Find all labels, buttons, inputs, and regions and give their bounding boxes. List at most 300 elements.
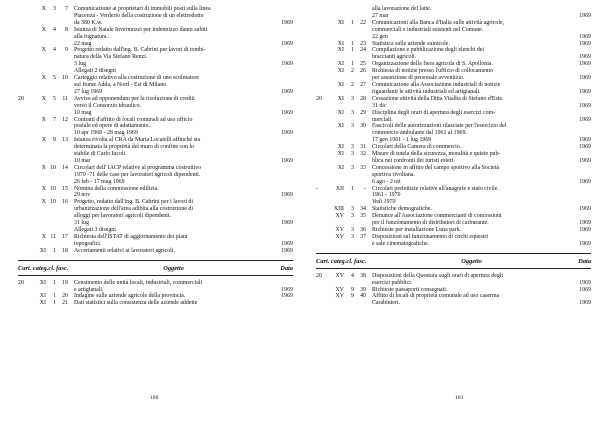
section-rule-bottom bbox=[18, 275, 293, 276]
entry-line bbox=[74, 27, 293, 34]
entry-date: 1969 bbox=[281, 40, 293, 47]
entry-text: verso il Consorzio idraulico. bbox=[74, 102, 142, 109]
entry-text: 17 gen 1961 - 1 lug 1969 bbox=[372, 137, 432, 144]
entry-body bbox=[366, 82, 591, 96]
entry-cl: 3 bbox=[351, 164, 354, 171]
entry-date bbox=[289, 75, 293, 82]
entry-cart bbox=[316, 227, 328, 234]
page-number-right: 101 bbox=[455, 395, 464, 401]
entry-text: 10 apr 1968 - 28 mag 1969 bbox=[74, 130, 138, 137]
entry-text: Statistiche demografiche. bbox=[372, 206, 432, 213]
entry-body bbox=[366, 234, 591, 248]
entry-line bbox=[372, 34, 591, 41]
entry-categ: XI bbox=[337, 144, 344, 151]
entry-row bbox=[18, 165, 293, 186]
entry-row bbox=[18, 248, 293, 255]
entry-date bbox=[289, 34, 293, 41]
entry-row bbox=[316, 206, 591, 213]
entry-line bbox=[74, 34, 293, 41]
entry-fasc: 24 bbox=[360, 47, 366, 54]
entry-line bbox=[372, 13, 591, 20]
entry-body bbox=[68, 293, 293, 300]
entry-body bbox=[366, 186, 591, 207]
entry-text: Organizzazione della fiera agricola di S. Apollonia. bbox=[372, 61, 493, 68]
entry-date bbox=[289, 27, 293, 34]
entry-text: Nomina della commissione edilizia. bbox=[74, 185, 159, 192]
entry-line bbox=[74, 20, 293, 27]
entry-body bbox=[366, 213, 591, 227]
entry-cl: 1 bbox=[351, 185, 354, 192]
entry-date: 1969 bbox=[579, 54, 591, 61]
entry-line bbox=[372, 151, 591, 158]
entry-categ: XI bbox=[337, 47, 344, 54]
column-header bbox=[316, 258, 591, 265]
entry-date bbox=[289, 137, 293, 144]
entry-row bbox=[316, 96, 591, 110]
entry-text: natura della Via Stefano Renzi. bbox=[74, 54, 148, 61]
entry-date bbox=[289, 206, 293, 213]
entry-line bbox=[372, 234, 591, 241]
entries-list-after bbox=[18, 280, 293, 308]
entry-row bbox=[316, 293, 591, 307]
entry-cart: - bbox=[316, 185, 318, 192]
entry-text: 22 gen bbox=[372, 33, 388, 40]
entry-date bbox=[289, 199, 293, 206]
entry-date: 1969 bbox=[281, 157, 293, 164]
entry-line bbox=[74, 123, 293, 130]
entry-row bbox=[316, 68, 591, 82]
entry-row bbox=[316, 6, 591, 20]
entry-categ: XV bbox=[335, 233, 344, 240]
entry-fasc: 26 bbox=[360, 68, 366, 75]
entry-body bbox=[68, 165, 293, 186]
entry-text: merciali. bbox=[372, 116, 393, 123]
entry-line bbox=[74, 179, 293, 186]
entry-line bbox=[74, 165, 293, 172]
entry-categ: XI bbox=[337, 68, 344, 75]
entry-fasc: 29 bbox=[360, 109, 366, 116]
entry-cl: 3 bbox=[351, 123, 354, 130]
entry-categ: XI bbox=[337, 109, 344, 116]
entry-fasc: 13 bbox=[62, 137, 68, 144]
entry-text: Istanza rivolta al CRA da Maria Locatelli affinché sia bbox=[74, 137, 201, 144]
entry-fasc: 27 bbox=[360, 81, 366, 88]
entry-date bbox=[289, 179, 293, 186]
entry-categ bbox=[328, 6, 344, 20]
entry-cart bbox=[18, 300, 30, 307]
entry-cl: 3 bbox=[351, 144, 354, 151]
entry-text: 27 mar bbox=[372, 12, 389, 19]
entry-cl: 2 bbox=[351, 68, 354, 75]
entries-list bbox=[18, 6, 293, 255]
entry-categ: XV bbox=[335, 293, 344, 300]
page-number-left: 100 bbox=[150, 395, 159, 401]
entry-body bbox=[366, 96, 591, 110]
entry-cl: 3 bbox=[53, 6, 56, 12]
entry-text: 22 mag bbox=[74, 40, 92, 47]
entry-date bbox=[587, 96, 591, 103]
entry-body bbox=[366, 165, 591, 186]
entry-date bbox=[289, 96, 293, 103]
entry-date: 1969 bbox=[579, 116, 591, 123]
entry-categ: XI bbox=[337, 19, 344, 26]
entry-row bbox=[18, 75, 293, 96]
entry-cl: 3 bbox=[351, 227, 354, 233]
entry-categ: XI bbox=[39, 279, 46, 286]
entry-categ: XI bbox=[337, 61, 344, 68]
entry-line bbox=[372, 137, 591, 144]
entry-text: 31 lug bbox=[74, 220, 89, 227]
entry-date bbox=[587, 213, 591, 220]
entry-categ: XI bbox=[337, 123, 344, 130]
entry-row bbox=[316, 110, 591, 124]
entry-line bbox=[74, 144, 293, 151]
entry-date bbox=[587, 130, 591, 137]
entry-cart bbox=[18, 47, 30, 75]
entry-text: 1970 -71 delle case per lavoratori agricoli dipendenti. bbox=[74, 171, 201, 178]
entry-text: Comunicazione alla Associazione industriali di notizie bbox=[372, 81, 501, 88]
entry-line bbox=[74, 103, 293, 110]
entry-text: Cessazione attività della Ditta Vitalba di Stefano d'Este. bbox=[372, 95, 504, 102]
entry-text: per il funzionamento di distributori di carburante. bbox=[372, 220, 489, 227]
entry-line bbox=[372, 241, 591, 248]
entry-line bbox=[372, 130, 591, 137]
entry-line bbox=[74, 213, 293, 220]
entry-text: 1961 - 1970 bbox=[372, 192, 401, 199]
entry-fasc: 16 bbox=[62, 199, 68, 206]
entry-date bbox=[587, 293, 591, 300]
entry-text: 26 feb - 17 mag 1969 bbox=[74, 178, 125, 185]
entry-text: Progetto, redatto dall'ing. B. Cabrini per i lavori di bbox=[74, 199, 194, 206]
entry-fasc: - bbox=[364, 185, 366, 192]
entry-line bbox=[74, 54, 293, 61]
entry-date bbox=[289, 68, 293, 75]
entry-line bbox=[74, 117, 293, 124]
entry-text: Circolari prefettizie relative all'anagrafe e stato civile. bbox=[372, 185, 499, 192]
entry-text: Progetto redatto dall'ing. B. Cabrini per lavori di tombi- bbox=[74, 47, 206, 54]
entry-line bbox=[372, 68, 591, 75]
entry-date: 1969 bbox=[579, 75, 591, 82]
entry-categ: XI bbox=[39, 293, 46, 300]
entry-cart: 20 bbox=[18, 95, 24, 102]
entry-text: postale ed opere di adattamento. bbox=[74, 123, 151, 130]
entry-line bbox=[372, 27, 591, 34]
entry-fasc: 12 bbox=[62, 116, 68, 123]
entry-body bbox=[68, 75, 293, 96]
entry-line bbox=[74, 110, 293, 117]
entry-cart bbox=[316, 123, 328, 144]
entry-row bbox=[316, 151, 591, 165]
entry-text: per assunzione di personale avventizio. bbox=[372, 75, 465, 82]
entry-text: Istanza di Natale Inverninzzi per indennizzo danni subiti bbox=[74, 26, 208, 33]
entry-row bbox=[316, 186, 591, 207]
entry-cart: 20 bbox=[316, 95, 322, 102]
entry-line bbox=[372, 89, 591, 96]
entry-text: Censimento delle unità locali, industriali, commerciali bbox=[74, 279, 203, 286]
entry-date bbox=[289, 213, 293, 220]
entry-text: Circolari della Camera di commercio. bbox=[372, 144, 462, 151]
entry-text: esercizi pubblici. bbox=[372, 279, 413, 286]
header-col-cart: Cart. categ.cl. fasc. bbox=[316, 257, 367, 265]
entry-date bbox=[587, 234, 591, 241]
entry-cl: 4 bbox=[53, 47, 56, 54]
entry-body bbox=[366, 123, 591, 144]
entry-body bbox=[68, 300, 293, 307]
entry-body bbox=[366, 41, 591, 48]
entry-text: commerciali e industriali esistenti nel Comune. bbox=[372, 26, 484, 33]
entry-date bbox=[289, 117, 293, 124]
entry-cart: 20 bbox=[18, 279, 24, 286]
entry-cart bbox=[316, 144, 328, 151]
entry-cl: 3 bbox=[351, 95, 354, 102]
entry-cl: 10 bbox=[50, 185, 56, 192]
entry-categ: XV bbox=[335, 213, 344, 220]
entry-text: sportiva rivoltana. bbox=[372, 171, 415, 178]
entry-date: 1969 bbox=[281, 293, 293, 300]
entry-fasc: 39 bbox=[360, 286, 366, 293]
entry-text: riguardanti le attività industriali ed artigianali. bbox=[372, 88, 481, 95]
entry-cl: 1 bbox=[351, 40, 354, 47]
entry-fasc bbox=[354, 6, 366, 20]
entry-line bbox=[74, 61, 293, 68]
entry-cl: 1 bbox=[53, 247, 56, 254]
entry-body bbox=[68, 280, 293, 294]
entry-date bbox=[587, 199, 591, 206]
entry-cl: 3 bbox=[351, 206, 354, 213]
entry-date: 1969 bbox=[579, 279, 591, 286]
entry-categ: X bbox=[41, 199, 46, 206]
entry-line bbox=[74, 234, 293, 241]
entry-line bbox=[372, 220, 591, 227]
entry-text: Richieste per installazione Luna park. bbox=[372, 227, 462, 233]
entry-line bbox=[74, 75, 293, 82]
entry-categ: X bbox=[41, 185, 46, 192]
entry-date: 1969 bbox=[579, 286, 591, 293]
entry-date: 1969 bbox=[579, 227, 591, 233]
entry-text: Concessione in affitto del campo sportivo alla Società bbox=[372, 164, 499, 171]
entry-cl: 1 bbox=[53, 300, 56, 307]
entry-date bbox=[289, 6, 293, 13]
entry-cl: 1 bbox=[351, 47, 354, 54]
entry-cl: 3 bbox=[351, 109, 354, 116]
entry-text: urbanizzazione dell'area adibita alla costruzione di bbox=[74, 206, 193, 213]
entry-body bbox=[366, 227, 591, 234]
entry-line bbox=[372, 75, 591, 82]
entry-text: 6 ago - 2 ott bbox=[372, 178, 401, 185]
entry-row bbox=[18, 137, 293, 165]
entry-line bbox=[74, 192, 293, 199]
entry-line bbox=[74, 13, 293, 20]
entries-list-after bbox=[316, 273, 591, 308]
entry-date bbox=[587, 68, 591, 75]
entry-row bbox=[316, 82, 591, 96]
entry-line bbox=[74, 300, 293, 307]
entry-categ: XV bbox=[335, 227, 344, 233]
entry-line bbox=[74, 68, 293, 75]
entry-row bbox=[18, 96, 293, 117]
entry-date bbox=[289, 186, 293, 193]
entry-cart bbox=[316, 61, 328, 68]
entry-cart bbox=[18, 234, 30, 248]
column-header bbox=[18, 265, 293, 272]
entry-date bbox=[289, 165, 293, 172]
entry-text: Fascicoli delle autorizzazioni rilasciate per l'esercizio del bbox=[372, 123, 507, 130]
entry-body bbox=[68, 47, 293, 75]
entry-row bbox=[316, 144, 591, 151]
entry-text: da 380 K.w. bbox=[74, 19, 103, 26]
entry-line bbox=[74, 89, 293, 96]
entry-fasc: 19 bbox=[62, 279, 68, 286]
entry-line bbox=[372, 41, 591, 48]
entry-body bbox=[366, 144, 591, 151]
entry-date: 1969 bbox=[281, 247, 293, 254]
entry-fasc: 33 bbox=[360, 164, 366, 171]
entry-body bbox=[68, 137, 293, 165]
entry-body bbox=[68, 234, 293, 248]
entry-categ: X bbox=[41, 95, 46, 102]
entry-date: 1969 bbox=[281, 61, 293, 68]
entry-line bbox=[372, 206, 591, 213]
entry-cl: 11 bbox=[50, 233, 56, 240]
entry-body bbox=[366, 47, 591, 61]
entry-categ: X bbox=[41, 75, 46, 82]
entry-date bbox=[587, 165, 591, 172]
right-page bbox=[316, 6, 591, 307]
section-rule-top bbox=[18, 260, 293, 261]
entry-line bbox=[74, 206, 293, 213]
entry-row bbox=[316, 227, 591, 234]
entry-categ: X bbox=[41, 6, 46, 12]
entry-cl: 1 bbox=[53, 279, 56, 286]
entry-line bbox=[74, 6, 293, 13]
entry-categ: XI bbox=[39, 300, 46, 307]
entry-text: e sale cinematografiche. bbox=[372, 240, 430, 247]
entry-line bbox=[74, 82, 293, 89]
entry-text: Dati statistici sulla consistenza delle aziende addette bbox=[74, 300, 198, 307]
entry-categ: XI bbox=[337, 81, 344, 88]
entry-text: Allegati 3 disegni. bbox=[74, 227, 118, 233]
entry-cl: 7 bbox=[53, 116, 56, 123]
entry-line bbox=[74, 241, 293, 248]
entry-line bbox=[372, 165, 591, 172]
entry-cl: 1 bbox=[351, 61, 354, 68]
entry-cart bbox=[316, 213, 328, 227]
entry-date bbox=[289, 227, 293, 234]
entry-cl: 5 bbox=[53, 75, 56, 82]
entry-date bbox=[587, 123, 591, 130]
entry-text: Avviso ad opponendum per la risoluzione di crediti bbox=[74, 95, 195, 102]
entry-text: 27 lug 1969 bbox=[74, 88, 103, 95]
entry-line bbox=[372, 300, 591, 307]
entry-text: Carteggio relativo alla costruzione di uno scolmatore bbox=[74, 75, 199, 82]
entry-line bbox=[372, 179, 591, 186]
entry-cart bbox=[18, 293, 30, 300]
entry-date: 1969 bbox=[579, 137, 591, 144]
entry-fasc: 23 bbox=[360, 40, 366, 47]
entry-cart bbox=[316, 82, 328, 96]
entry-body bbox=[366, 20, 591, 41]
entry-text: Richiesta di notizie presso l'ufficio di collocamento bbox=[372, 68, 494, 75]
entry-text: sul fiume Adda, a Nord - Est di Milano. bbox=[74, 81, 168, 88]
entry-text: braccianti agricoli. bbox=[372, 54, 417, 61]
entry-row bbox=[18, 300, 293, 307]
entry-line bbox=[372, 144, 591, 151]
entry-cart bbox=[18, 137, 30, 165]
entry-text: determinata la proprietà del muro di confine con lo bbox=[74, 144, 195, 151]
entry-line bbox=[74, 172, 293, 179]
entry-fasc: 40 bbox=[360, 293, 366, 300]
entry-cl: 1 bbox=[53, 293, 56, 300]
entry-line bbox=[372, 47, 591, 54]
section-rule-top bbox=[316, 253, 591, 254]
entry-date bbox=[289, 234, 293, 241]
entry-line bbox=[372, 186, 591, 193]
entry-body bbox=[68, 248, 293, 255]
entry-date bbox=[289, 172, 293, 179]
entry-categ: XI bbox=[337, 151, 344, 158]
entry-cart bbox=[316, 234, 328, 248]
entry-text: 10 mag bbox=[74, 109, 92, 116]
entry-cart bbox=[316, 47, 328, 61]
entry-text: 29 nov bbox=[74, 192, 91, 199]
entry-cart bbox=[316, 287, 328, 294]
entry-row bbox=[316, 41, 591, 48]
entry-date bbox=[587, 110, 591, 117]
entry-date bbox=[587, 186, 591, 193]
entry-cart bbox=[316, 165, 328, 186]
entry-text: stabile di Carlo Iucoli. bbox=[74, 151, 127, 158]
entry-categ: XV bbox=[335, 286, 344, 293]
entry-line bbox=[74, 293, 293, 300]
entry-row bbox=[18, 186, 293, 200]
entry-date: 1969 bbox=[579, 12, 591, 19]
entry-line bbox=[372, 192, 591, 199]
entry-line bbox=[372, 117, 591, 124]
entry-date: 1969 bbox=[579, 220, 591, 227]
entry-line bbox=[372, 103, 591, 110]
entry-line bbox=[74, 280, 293, 287]
entry-body bbox=[68, 96, 293, 117]
entry-cl: 3 bbox=[351, 233, 354, 240]
entry-date bbox=[289, 151, 293, 158]
entry-text: Comunicazione ai proprietari di immobili posti sulla linea bbox=[74, 6, 211, 12]
entry-categ: XI bbox=[337, 95, 344, 102]
entry-date: 1969 bbox=[579, 33, 591, 40]
entry-row bbox=[316, 273, 591, 287]
entry-cart bbox=[18, 248, 30, 255]
entry-cl: 5 bbox=[53, 95, 56, 102]
entry-text: Vedi 1970 bbox=[372, 199, 396, 206]
entry-text: Disposizioni della Questura sugli orari di apertura degli bbox=[372, 272, 504, 279]
entry-categ: X bbox=[41, 116, 46, 123]
entry-categ: X bbox=[41, 47, 46, 54]
entry-date: 1969 bbox=[281, 130, 293, 137]
entry-cart bbox=[18, 117, 30, 138]
section-rule-bottom bbox=[316, 268, 591, 269]
entry-cart bbox=[316, 110, 328, 124]
entry-date bbox=[587, 192, 591, 199]
entry-date bbox=[289, 123, 293, 130]
entry-text: Denunce all'Associazione commercianti di concessioni bbox=[372, 213, 502, 220]
entry-date bbox=[289, 82, 293, 89]
entry-date: 1969 bbox=[281, 240, 293, 247]
entry-body bbox=[366, 273, 591, 287]
entry-row bbox=[316, 123, 591, 144]
entry-text: 10 mar bbox=[74, 157, 91, 164]
entry-date: 1969 bbox=[579, 40, 591, 47]
entry-date: 1969 bbox=[579, 240, 591, 247]
entry-text: Compilazione e pubblicazione degli elenchi dei bbox=[372, 47, 485, 54]
